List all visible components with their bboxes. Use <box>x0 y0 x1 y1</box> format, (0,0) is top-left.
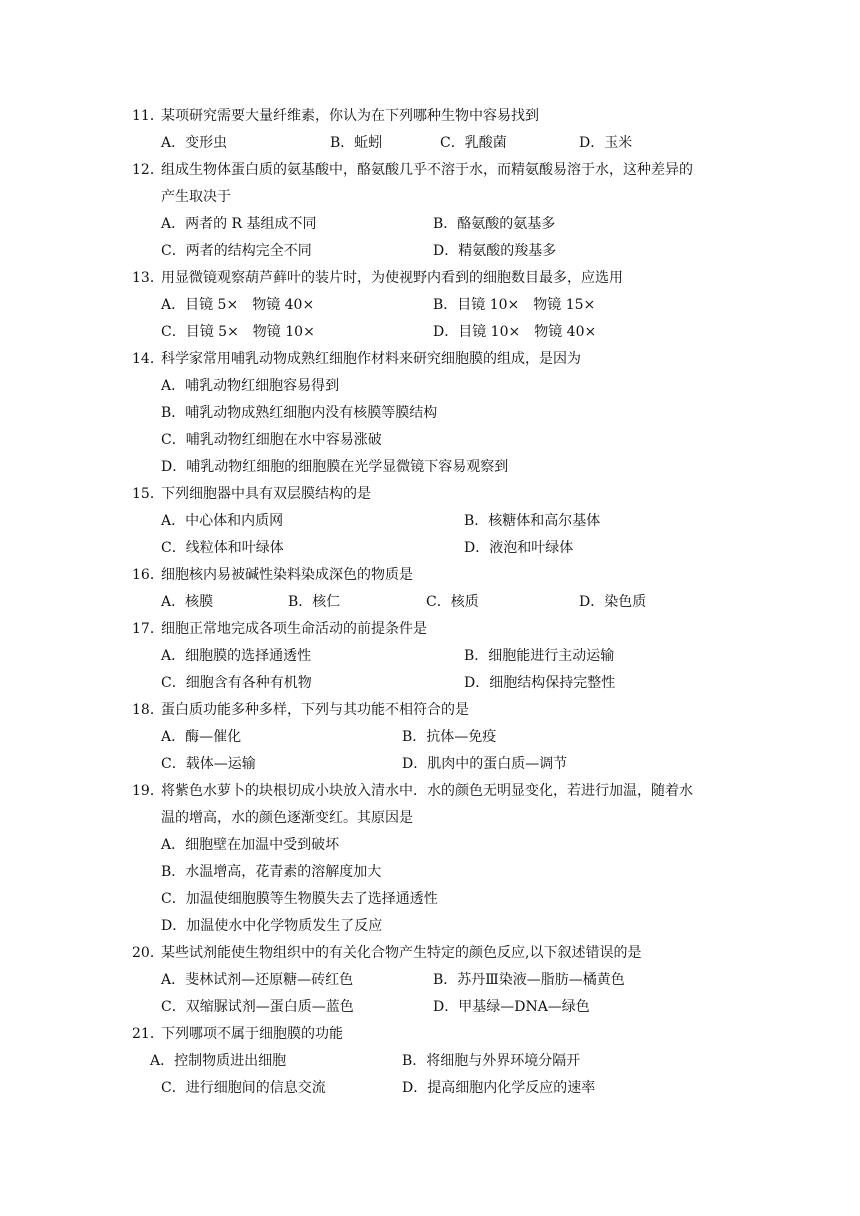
option-c: C．进行细胞间的信息交流 <box>161 1080 326 1096</box>
question-number: 17． <box>132 621 164 637</box>
option-c: C．加温使细胞膜等生物膜失去了选择通透性 <box>161 891 438 907</box>
question-17-options-row2 <box>0 670 860 697</box>
question-number: 21． <box>132 1026 164 1042</box>
question-11-options <box>0 130 860 157</box>
question-text: 某些试剂能使生物组织中的有关化合物产生特定的颜色反应,以下叙述错误的是 <box>161 945 642 961</box>
option-d: D．精氨酸的羧基多 <box>433 243 557 259</box>
option-b: B．细胞能进行主动运输 <box>464 648 615 664</box>
question-number: 15． <box>132 486 164 502</box>
question-17-options-row1 <box>0 643 860 670</box>
question-18-options-row1 <box>0 724 860 751</box>
question-number: 18． <box>132 702 164 718</box>
option-c: C．载体—运输 <box>161 756 256 772</box>
option-a: A．控制物质进出细胞 <box>150 1053 287 1069</box>
question-20-options-row1 <box>0 967 860 994</box>
option-b: B．核糖体和高尔基体 <box>464 513 601 529</box>
option-c: C．两者的结构完全不同 <box>161 243 312 259</box>
question-13-options-row2 <box>0 319 860 346</box>
question-14-stem <box>0 346 860 373</box>
option-b: B．目镜 10× 物镜 15× <box>433 297 596 313</box>
question-11-stem <box>0 103 860 130</box>
question-number: 19． <box>132 783 164 799</box>
question-14-option-a <box>0 373 860 400</box>
option-c: C．细胞含有各种有机物 <box>161 675 312 691</box>
question-12-stem-cont <box>0 184 860 211</box>
option-a: A．哺乳动物红细胞容易得到 <box>161 378 340 394</box>
question-16-options <box>0 589 860 616</box>
option-a: A．酶—催化 <box>161 729 242 745</box>
option-d: D．肌肉中的蛋白质—调节 <box>402 756 568 772</box>
question-text: 某项研究需要大量纤维素，你认为在下列哪种生物中容易找到 <box>161 108 539 124</box>
question-12-options-row2 <box>0 238 860 265</box>
question-19-option-a <box>0 832 860 859</box>
option-d: D．液泡和叶绿体 <box>464 540 574 556</box>
option-c: C．哺乳动物红细胞在水中容易涨破 <box>161 432 382 448</box>
option-d: D．玉米 <box>579 135 633 151</box>
option-d: D．哺乳动物红细胞的细胞膜在光学显微镜下容易观察到 <box>161 459 509 475</box>
option-c: C．乳酸菌 <box>440 135 507 151</box>
question-19-stem-cont <box>0 805 860 832</box>
question-15-stem <box>0 481 860 508</box>
question-20-options-row2 <box>0 994 860 1021</box>
question-number: 16． <box>132 567 164 583</box>
option-d: D．细胞结构保持完整性 <box>464 675 616 691</box>
question-number: 14． <box>132 351 164 367</box>
question-21-options-row1 <box>0 1048 860 1075</box>
question-text: 细胞核内易被碱性染料染成深色的物质是 <box>161 567 413 583</box>
question-21-options-row2 <box>0 1075 860 1102</box>
option-d: D．目镜 10× 物镜 40× <box>433 324 597 340</box>
option-d: D．甲基绿—DNA—绿色 <box>433 999 590 1015</box>
question-14-option-c <box>0 427 860 454</box>
question-16-stem <box>0 562 860 589</box>
question-13-stem <box>0 265 860 292</box>
question-21-stem <box>0 1021 860 1048</box>
question-text: 下列细胞器中具有双层膜结构的是 <box>161 486 371 502</box>
question-text: 细胞正常地完成各项生命活动的前提条件是 <box>161 621 427 637</box>
question-text: 科学家常用哺乳动物成熟红细胞作材料来研究细胞膜的组成，是因为 <box>161 351 581 367</box>
option-b: B．核仁 <box>288 594 341 610</box>
question-text: 组成生物体蛋白质的氨基酸中，酪氨酸几乎不溶于水，而精氨酸易溶于水，这种差异的 <box>161 162 693 178</box>
question-text: 下列哪项不属于细胞膜的功能 <box>161 1026 343 1042</box>
option-a: A．细胞膜的选择通透性 <box>161 648 312 664</box>
option-c: C．线粒体和叶绿体 <box>161 540 284 556</box>
question-20-stem <box>0 940 860 967</box>
question-15-options-row1 <box>0 508 860 535</box>
option-a: A．斐林试剂—还原糖—砖红色 <box>161 972 354 988</box>
option-b: B．哺乳动物成熟红细胞内没有核膜等膜结构 <box>161 405 438 421</box>
option-a: A．两者的 R 基组成不同 <box>161 216 317 232</box>
question-number: 20． <box>132 945 164 961</box>
question-19-option-c <box>0 886 860 913</box>
question-13-options-row1 <box>0 292 860 319</box>
option-d: D．染色质 <box>579 594 647 610</box>
question-12-stem <box>0 157 860 184</box>
option-b: B．酪氨酸的氨基多 <box>433 216 556 232</box>
question-text: 将紫色水萝卜的块根切成小块放入清水中．水的颜色无明显变化，若进行加温，随着水 <box>161 783 693 799</box>
question-18-options-row2 <box>0 751 860 778</box>
question-17-stem <box>0 616 860 643</box>
question-18-stem <box>0 697 860 724</box>
question-number: 12． <box>132 162 164 178</box>
option-a: A．细胞壁在加温中受到破坏 <box>161 837 340 853</box>
option-c: C．核质 <box>426 594 479 610</box>
option-c: C．目镜 5× 物镜 10× <box>161 324 315 340</box>
option-d: D．加温使水中化学物质发生了反应 <box>161 918 383 934</box>
question-15-options-row2 <box>0 535 860 562</box>
question-number: 13． <box>132 270 164 286</box>
question-text: 蛋白质功能多种多样，下列与其功能不相符合的是 <box>161 702 469 718</box>
question-text: 产生取决于 <box>161 189 231 205</box>
question-12-options-row1 <box>0 211 860 238</box>
question-number: 11． <box>132 108 164 124</box>
question-14-option-d <box>0 454 860 481</box>
question-19-option-d <box>0 913 860 940</box>
option-c: C．双缩脲试剂—蛋白质—蓝色 <box>161 999 354 1015</box>
option-b: B．抗体—免疫 <box>402 729 497 745</box>
option-a: A．目镜 5× 物镜 40× <box>161 297 315 313</box>
option-a: A．中心体和内质网 <box>161 513 284 529</box>
option-b: B．将细胞与外界环境分隔开 <box>402 1053 581 1069</box>
option-d: D．提高细胞内化学反应的速率 <box>402 1080 596 1096</box>
question-19-stem <box>0 778 860 805</box>
question-14-option-b <box>0 400 860 427</box>
question-19-option-b <box>0 859 860 886</box>
option-b: B．苏丹Ⅲ染液—脂肪—橘黄色 <box>433 972 625 988</box>
option-b: B．水温增高，花青素的溶解度加大 <box>161 864 382 880</box>
option-b: B．蚯蚓 <box>330 135 383 151</box>
question-text: 用显微镜观察葫芦藓叶的装片时，为使视野内看到的细胞数目最多，应选用 <box>161 270 623 286</box>
option-a: A．变形虫 <box>161 135 228 151</box>
question-text: 温的增高，水的颜色逐渐变红。其原因是 <box>161 810 413 826</box>
option-a: A．核膜 <box>161 594 214 610</box>
